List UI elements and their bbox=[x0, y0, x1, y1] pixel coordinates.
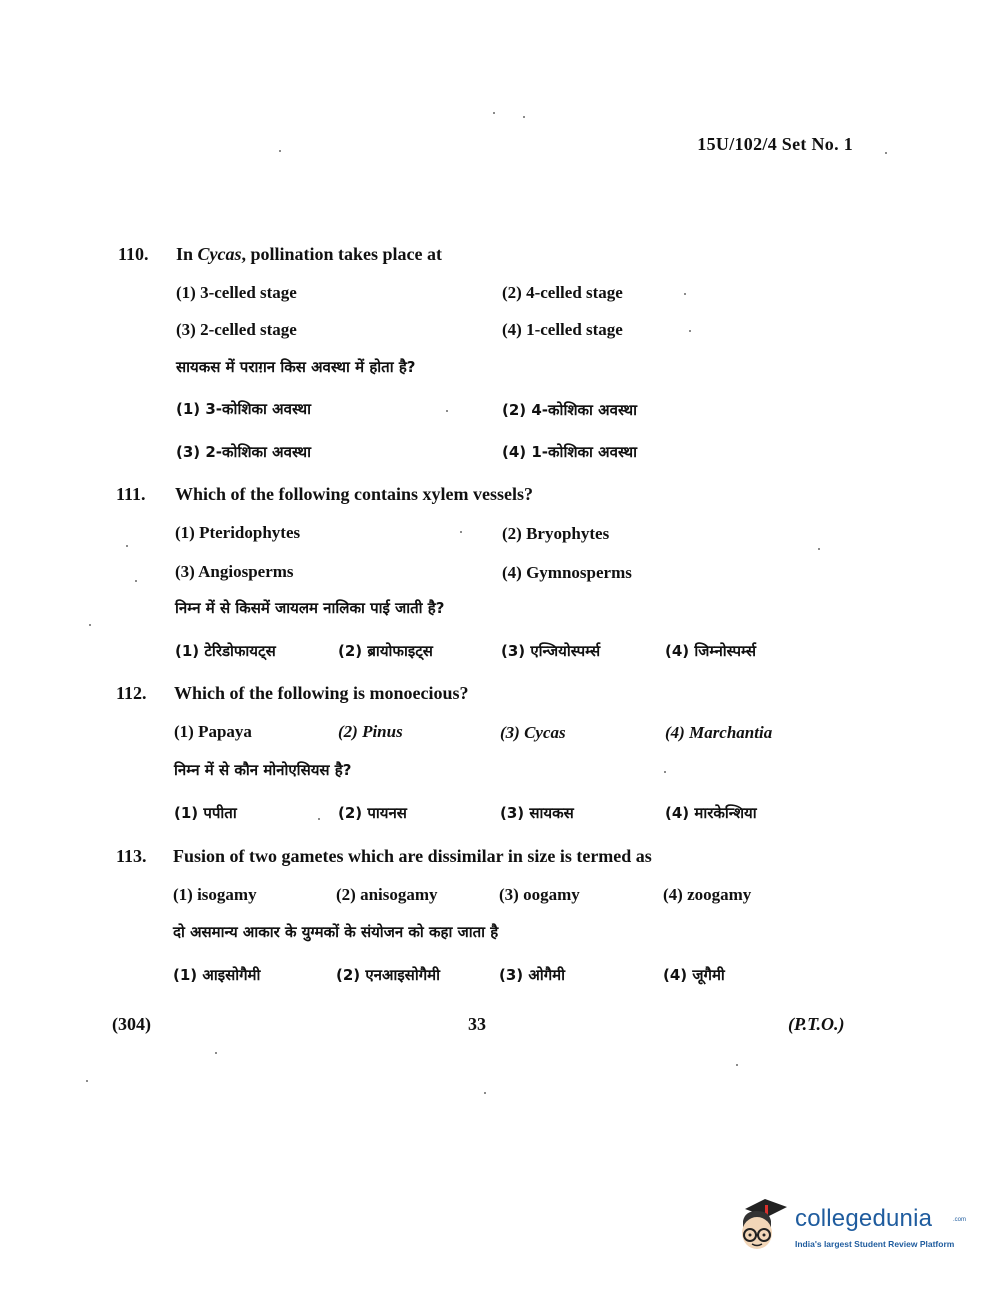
hindi-option-3: (3) एन्जियोस्पर्म्स bbox=[501, 642, 601, 660]
option-4: (4) Marchantia bbox=[665, 723, 773, 742]
question-text: In Cycas, pollination takes place at bbox=[176, 244, 443, 264]
hindi-option-2: (2) ब्रायोफाइट्स bbox=[338, 642, 433, 660]
scan-speck bbox=[126, 545, 128, 547]
page-number: 33 bbox=[468, 1014, 486, 1034]
scan-speck bbox=[818, 548, 820, 550]
scan-speck bbox=[689, 330, 691, 332]
option-2: (2) Pinus bbox=[338, 722, 403, 741]
collegedunia-logo bbox=[735, 1195, 965, 1265]
option-3: (3) Cycas bbox=[500, 723, 566, 742]
option-2: (2) Bryophytes bbox=[502, 524, 610, 543]
option-2: (2) anisogamy bbox=[336, 885, 438, 904]
scan-speck bbox=[684, 293, 686, 295]
mascot-icon bbox=[735, 1195, 793, 1257]
question-text: Which of the following is monoecious? bbox=[174, 683, 469, 703]
option-3: (3) Angiosperms bbox=[175, 562, 294, 581]
hindi-option-4: (4) मारकेन्शिया bbox=[665, 804, 757, 822]
option-4: (4) Gymnosperms bbox=[502, 563, 632, 582]
hindi-option-1: (1) आइसोगैमी bbox=[173, 966, 261, 984]
question-text: Which of the following contains xylem vessels? bbox=[175, 484, 533, 504]
paper-code: 15U/102/4 Set No. 1 bbox=[697, 134, 853, 154]
option-1: (1) 3-celled stage bbox=[176, 283, 297, 302]
hindi-question: दो असमान्य आकार के युग्मकों के संयोजन को कहा जाता है bbox=[173, 923, 499, 941]
hindi-option-3: (3) 2-कोशिका अवस्था bbox=[176, 443, 311, 461]
hindi-question: सायकस में पराग़न किस अवस्था में होता है? bbox=[176, 358, 416, 376]
hindi-option-1: (1) 3-कोशिका अवस्था bbox=[176, 400, 311, 418]
scan-speck bbox=[523, 116, 525, 118]
logo-tagline: India's largest Student Review Platform bbox=[795, 1239, 955, 1249]
scan-speck bbox=[885, 152, 887, 154]
hindi-option-4: (4) 1-कोशिका अवस्था bbox=[502, 443, 637, 461]
hindi-option-2: (2) 4-कोशिका अवस्था bbox=[502, 401, 637, 419]
hindi-question: निम्न में से कौन मोनोएसियस है? bbox=[174, 761, 352, 779]
hindi-question: निम्न में से किसमें जायलम नालिका पाई जाती है? bbox=[175, 599, 445, 617]
question-number: 110. bbox=[118, 244, 149, 264]
scan-speck bbox=[664, 771, 666, 773]
option-1: (1) isogamy bbox=[173, 885, 257, 904]
question-number: 113. bbox=[116, 846, 147, 866]
option-3: (3) 2-celled stage bbox=[176, 320, 297, 339]
hindi-option-4: (4) जिम्नोस्पर्म्स bbox=[665, 642, 757, 660]
logo-domain-suffix: .com bbox=[953, 1217, 967, 1223]
scan-speck bbox=[446, 410, 448, 412]
scan-speck bbox=[318, 818, 320, 820]
hindi-option-4: (4) जूगैमी bbox=[663, 966, 725, 984]
option-3: (3) oogamy bbox=[499, 885, 580, 904]
please-turn-over: (P.T.O.) bbox=[788, 1014, 845, 1034]
hindi-option-2: (2) एनआइसोगैमी bbox=[336, 966, 441, 984]
hindi-option-1: (1) टेरिडोफायट्स bbox=[175, 642, 276, 660]
scan-speck bbox=[279, 150, 281, 152]
scan-speck bbox=[736, 1064, 738, 1066]
scan-speck bbox=[493, 112, 495, 114]
hindi-option-3: (3) ओगैमी bbox=[499, 966, 566, 984]
question-number: 112. bbox=[116, 683, 147, 703]
option-4: (4) 1-celled stage bbox=[502, 320, 623, 339]
hindi-option-2: (2) पायनस bbox=[338, 804, 407, 822]
scan-speck bbox=[89, 624, 91, 626]
scan-speck bbox=[484, 1092, 486, 1094]
question-text: Fusion of two gametes which are dissimilar in size is termed as bbox=[173, 846, 652, 866]
scan-speck bbox=[86, 1080, 88, 1082]
scan-speck bbox=[460, 531, 462, 533]
hindi-option-1: (1) पपीता bbox=[174, 804, 237, 822]
logo-wordmark: collegedunia bbox=[795, 1205, 933, 1232]
option-1: (1) Papaya bbox=[174, 722, 252, 741]
question-number: 111. bbox=[116, 484, 146, 504]
hindi-option-3: (3) सायकस bbox=[500, 804, 574, 822]
option-2: (2) 4-celled stage bbox=[502, 283, 623, 302]
scan-speck bbox=[135, 580, 137, 582]
scan-speck bbox=[215, 1052, 217, 1054]
option-4: (4) zoogamy bbox=[663, 885, 752, 904]
paper-series-code: (304) bbox=[112, 1014, 151, 1034]
option-1: (1) Pteridophytes bbox=[175, 523, 301, 542]
